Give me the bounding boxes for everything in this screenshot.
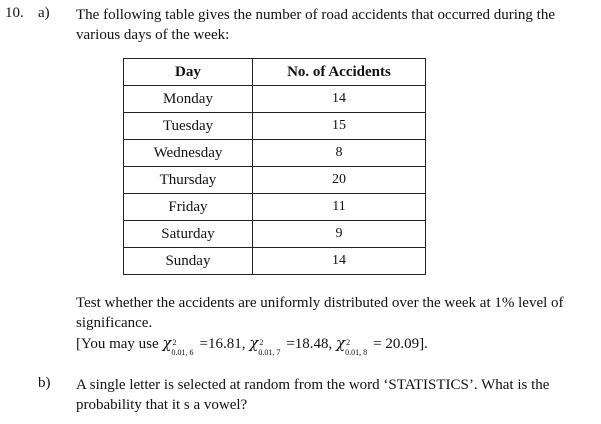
- accidents-cell: 14: [252, 86, 425, 113]
- day-cell: Sunday: [124, 248, 253, 275]
- accidents-table: [123, 58, 426, 275]
- table-row: [124, 194, 426, 221]
- table-row: [124, 221, 426, 248]
- part-a-label: a): [38, 5, 50, 21]
- chi-superscript: 2: [172, 337, 177, 347]
- chi-square-symbol: χ: [249, 334, 259, 352]
- test-statement-line-2: significance.: [76, 315, 153, 331]
- day-cell: Thursday: [124, 167, 253, 194]
- accidents-cell: 8: [252, 140, 425, 167]
- part-b-line-1: A single letter is selected at random from the word ‘STATISTICS’. What is the: [76, 377, 550, 393]
- chi-value: =18.48,: [286, 336, 333, 352]
- test-statement: [76, 293, 564, 333]
- table-row: [124, 86, 426, 113]
- column-header-accidents: No. of Accidents: [252, 59, 425, 86]
- chi-sub-sup: [258, 337, 286, 357]
- table-row: [124, 113, 426, 140]
- part-b-question: [76, 375, 549, 415]
- column-header-day: Day: [124, 59, 253, 86]
- chi-value: = 20.09].: [373, 336, 428, 352]
- question-number: 10.: [5, 5, 24, 21]
- accidents-cell: 9: [252, 221, 425, 248]
- accidents-cell: 11: [252, 194, 425, 221]
- chi-value: =16.81,: [199, 336, 246, 352]
- accidents-cell: 15: [252, 113, 425, 140]
- part-a-intro-line-2: various days of the week:: [76, 27, 230, 43]
- day-cell: Friday: [124, 194, 253, 221]
- table-row: [124, 140, 426, 167]
- critical-values-note: [76, 333, 428, 357]
- part-a-intro-line-1: The following table gives the number of road accidents that occurred during the: [76, 7, 556, 23]
- chi-square-symbol: χ: [336, 334, 346, 352]
- chi-sub-sup: [345, 337, 373, 357]
- chi-superscript: 2: [259, 337, 264, 347]
- day-cell: Monday: [124, 86, 253, 113]
- table-header-row: [124, 59, 426, 86]
- chi-subscript: 0.01, 8: [345, 347, 368, 357]
- test-statement-line-1: Test whether the accidents are uniformly distributed over the week at 1% level of: [76, 295, 564, 311]
- accidents-cell: 20: [252, 167, 425, 194]
- chi-superscript: 2: [346, 337, 351, 347]
- table-row: [124, 248, 426, 275]
- part-a-intro: [76, 5, 555, 45]
- chi-subscript: 0.01, 6: [171, 347, 194, 357]
- part-b-label: b): [38, 375, 51, 391]
- chi-square-symbol: χ: [162, 334, 172, 352]
- day-cell: Wednesday: [124, 140, 253, 167]
- chi-subscript: 0.01, 7: [258, 347, 281, 357]
- day-cell: Tuesday: [124, 113, 253, 140]
- chi-sub-sup: [171, 337, 200, 357]
- day-cell: Saturday: [124, 221, 253, 248]
- accidents-cell: 14: [252, 248, 425, 275]
- table-row: [124, 167, 426, 194]
- critical-values-prefix: [You may use: [76, 336, 159, 352]
- part-b-line-2: probability that it s a vowel?: [76, 397, 248, 413]
